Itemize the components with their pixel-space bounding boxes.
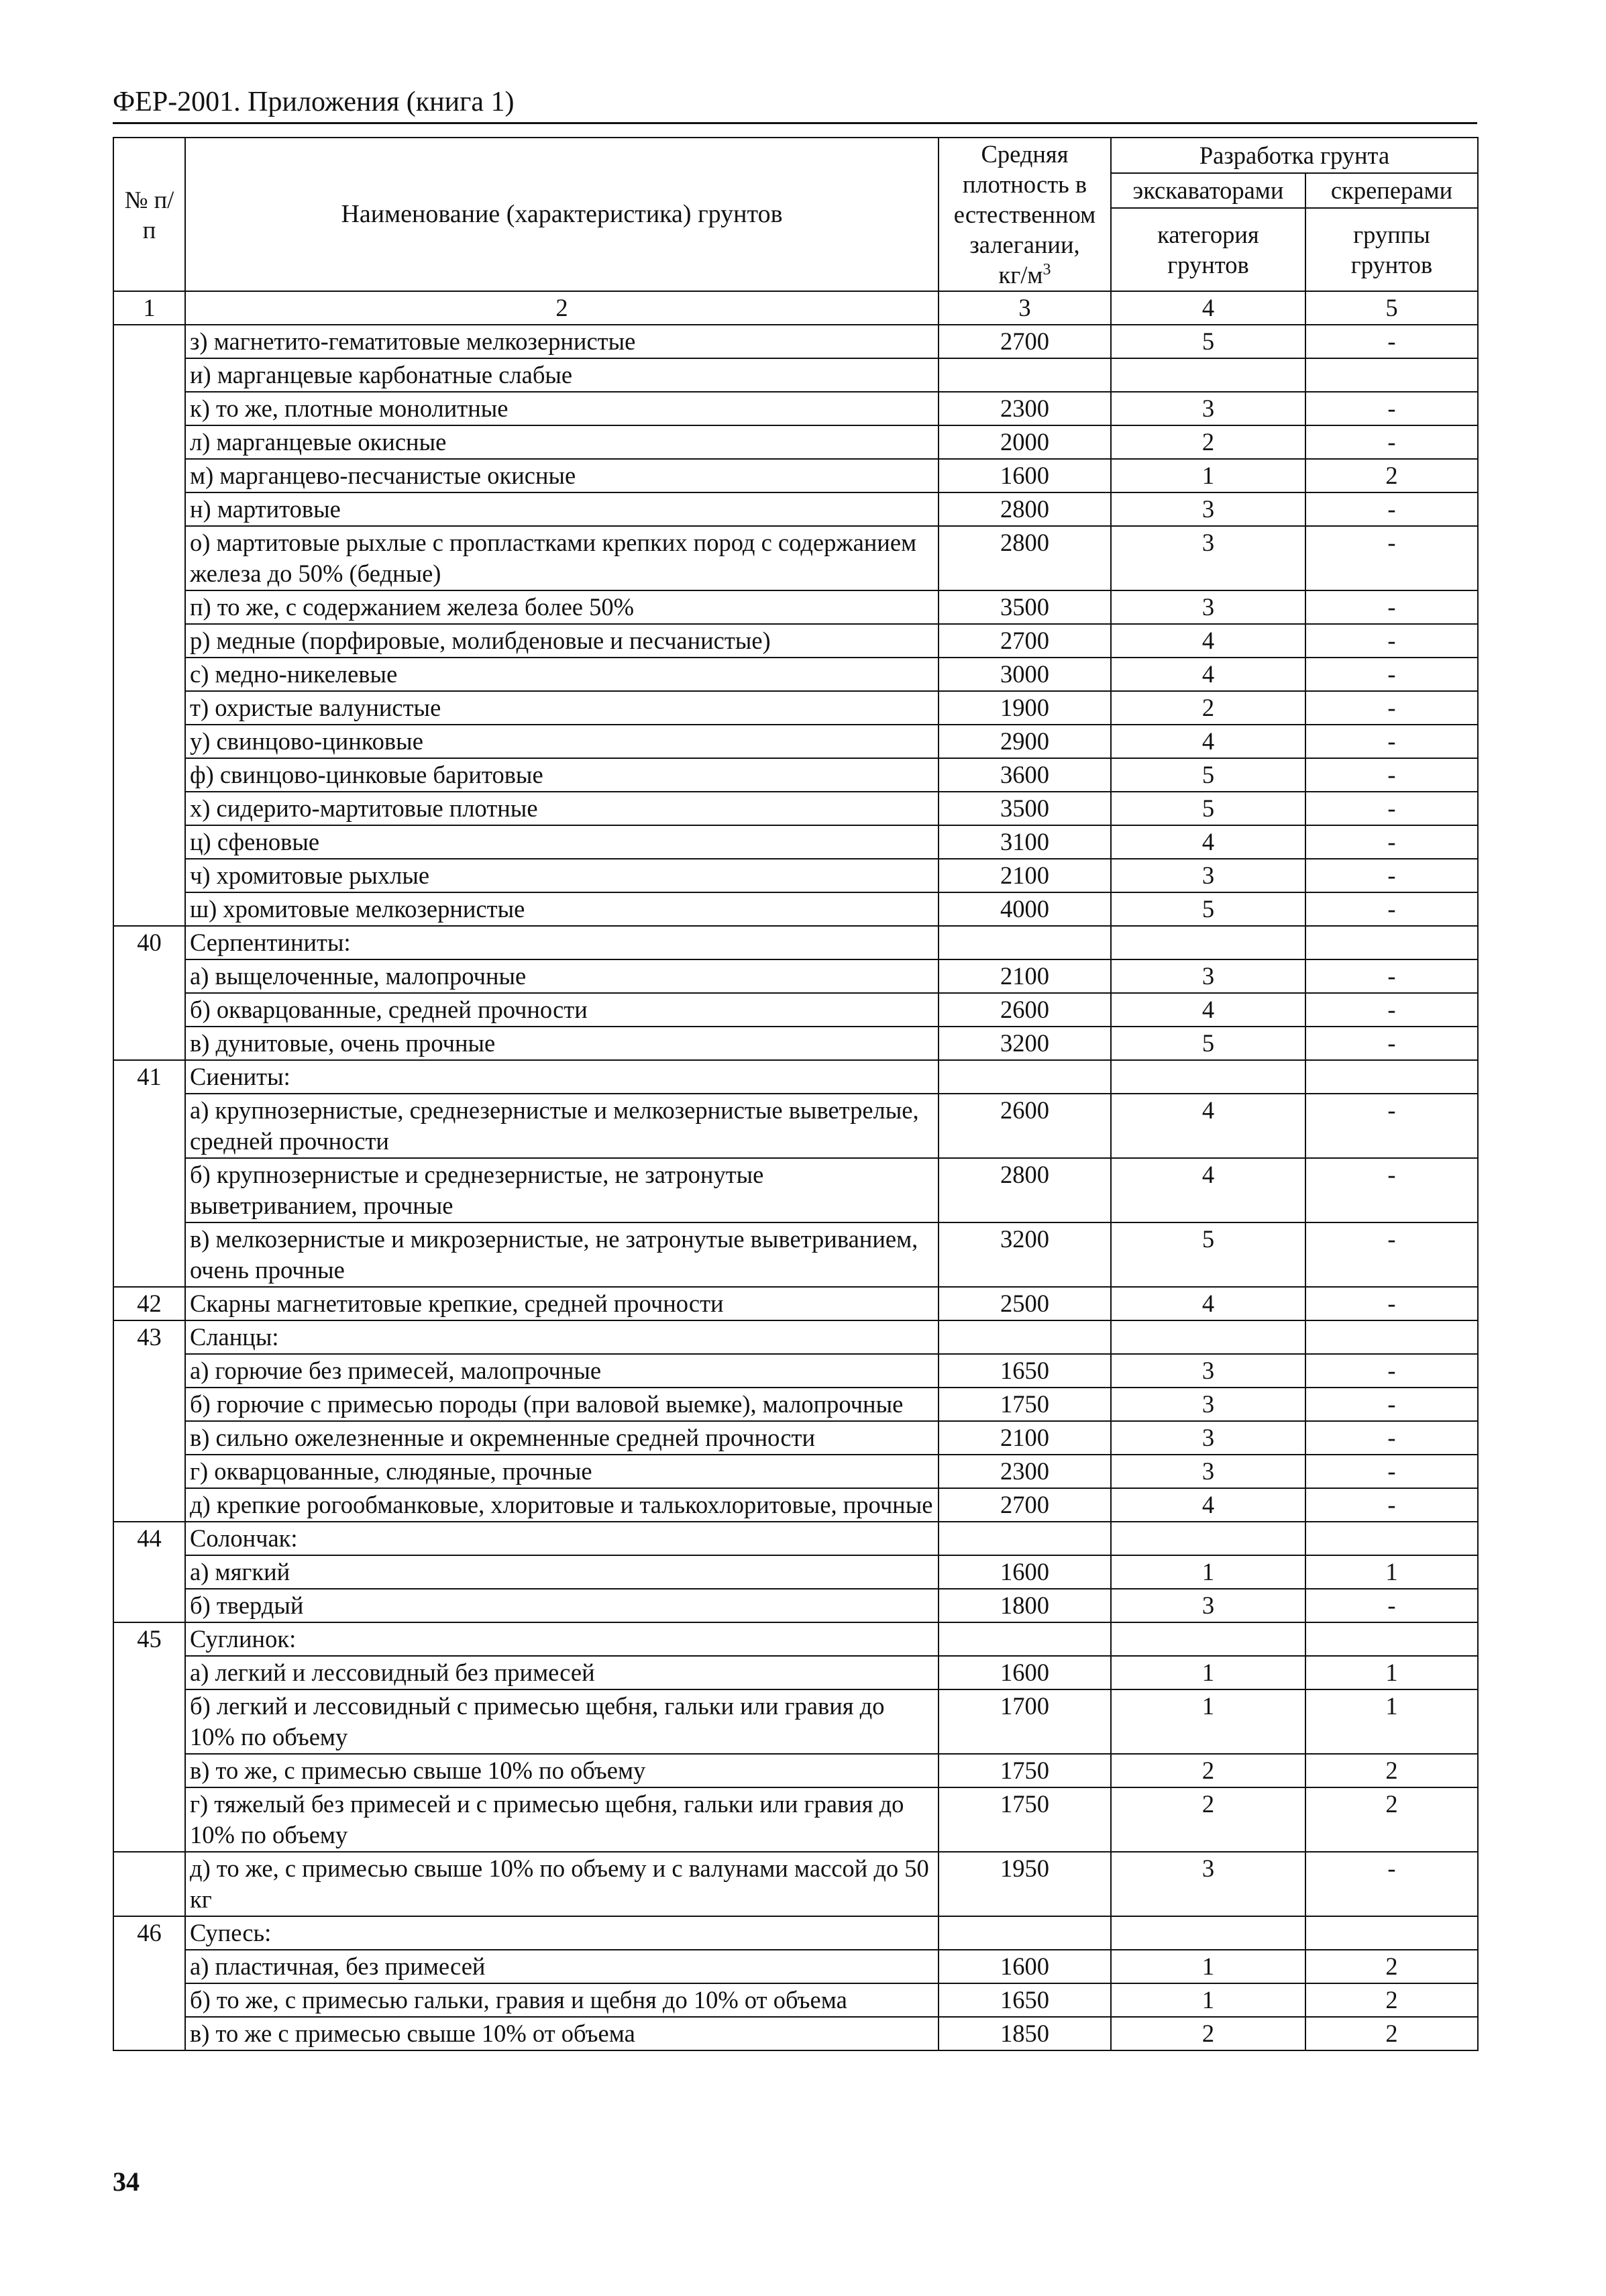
- scraper-group: -: [1305, 590, 1478, 624]
- table-row: [113, 1455, 1478, 1488]
- density-value: 1950: [939, 1852, 1111, 1916]
- density-value: 1800: [939, 1589, 1111, 1622]
- table-row: [113, 792, 1478, 825]
- soil-name: а) пластичная, без примесей: [185, 1950, 939, 1983]
- scraper-group: [1305, 926, 1478, 959]
- table-row: [113, 624, 1478, 658]
- excavator-category: 5: [1111, 1027, 1305, 1060]
- excavator-category: 3: [1111, 859, 1305, 892]
- row-number: [113, 758, 185, 792]
- column-number: 5: [1305, 291, 1478, 325]
- excavator-category: [1111, 1622, 1305, 1656]
- table-row: [113, 1787, 1478, 1852]
- density-value: 2100: [939, 859, 1111, 892]
- row-number: [113, 1787, 185, 1852]
- excavator-category: 3: [1111, 1388, 1305, 1421]
- scraper-group: -: [1305, 392, 1478, 425]
- density-value: 1900: [939, 691, 1111, 725]
- scraper-group: -: [1305, 1488, 1478, 1522]
- density-value: [939, 1622, 1111, 1656]
- scraper-group: -: [1305, 859, 1478, 892]
- scraper-group: -: [1305, 1287, 1478, 1320]
- table-row: [113, 1158, 1478, 1222]
- soil-name: у) свинцово-цинковые: [185, 725, 939, 758]
- row-number: 41: [113, 1060, 185, 1094]
- excavator-category: 1: [1111, 1656, 1305, 1689]
- soil-name: б) легкий и лессовидный с примесью щебня, гальки или гравия до 10% по объему: [185, 1689, 939, 1754]
- soil-name: Сланцы:: [185, 1320, 939, 1354]
- excavator-category: [1111, 926, 1305, 959]
- scraper-group: -: [1305, 1388, 1478, 1421]
- soil-name: м) марганцево-песчанистые окисные: [185, 459, 939, 492]
- row-number: 40: [113, 926, 185, 959]
- excavator-category: 2: [1111, 2017, 1305, 2050]
- header-density-unit: кг/м: [998, 261, 1043, 289]
- soil-name: н) мартитовые: [185, 492, 939, 526]
- density-value: 2700: [939, 325, 1111, 358]
- row-number: [113, 859, 185, 892]
- row-number: [113, 492, 185, 526]
- row-number: [113, 1852, 185, 1916]
- scraper-group: -: [1305, 1455, 1478, 1488]
- table-row: [113, 526, 1478, 590]
- table-row: [113, 1852, 1478, 1916]
- scraper-group: 2: [1305, 1983, 1478, 2017]
- scraper-group: [1305, 1522, 1478, 1555]
- density-value: 2800: [939, 1158, 1111, 1222]
- table-row: [113, 1222, 1478, 1287]
- scraper-group: -: [1305, 1222, 1478, 1287]
- table-row: [113, 2017, 1478, 2050]
- table-row: [113, 1950, 1478, 1983]
- table-row: [113, 1754, 1478, 1787]
- table-row: [113, 1522, 1478, 1555]
- soil-name: Скарны магнетитовые крепкие, средней прочности: [185, 1287, 939, 1320]
- scraper-group: -: [1305, 725, 1478, 758]
- soil-name: Серпентиниты:: [185, 926, 939, 959]
- excavator-category: 5: [1111, 325, 1305, 358]
- table-row: [113, 691, 1478, 725]
- row-number: [113, 459, 185, 492]
- scraper-group: 1: [1305, 1555, 1478, 1589]
- density-value: [939, 1522, 1111, 1555]
- table-row: [113, 425, 1478, 459]
- table-row: [113, 1388, 1478, 1421]
- density-value: 1600: [939, 459, 1111, 492]
- row-number: [113, 1455, 185, 1488]
- table-row: [113, 459, 1478, 492]
- density-value: 2800: [939, 492, 1111, 526]
- density-value: 2900: [939, 725, 1111, 758]
- density-value: 2700: [939, 624, 1111, 658]
- header-category: категория грунтов: [1111, 208, 1305, 291]
- column-number: 4: [1111, 291, 1305, 325]
- soil-name: к) то же, плотные монолитные: [185, 392, 939, 425]
- header-groups: группы грунтов: [1305, 208, 1478, 291]
- row-number: [113, 959, 185, 993]
- row-number: [113, 1388, 185, 1421]
- excavator-category: 2: [1111, 1754, 1305, 1787]
- table-row: [113, 358, 1478, 392]
- excavator-category: 4: [1111, 624, 1305, 658]
- excavator-category: 5: [1111, 758, 1305, 792]
- scraper-group: -: [1305, 492, 1478, 526]
- scraper-group: -: [1305, 526, 1478, 590]
- soil-name: а) легкий и лессовидный без примесей: [185, 1656, 939, 1689]
- scraper-group: 2: [1305, 459, 1478, 492]
- row-number: 43: [113, 1320, 185, 1354]
- density-value: 2600: [939, 1094, 1111, 1158]
- table-row: [113, 1027, 1478, 1060]
- excavator-category: 5: [1111, 892, 1305, 926]
- soil-name: в) то же, с примесью свыше 10% по объему: [185, 1754, 939, 1787]
- header-development: Разработка грунта: [1111, 138, 1478, 173]
- header-scrapers: скреперами: [1305, 173, 1478, 209]
- excavator-category: 2: [1111, 1787, 1305, 1852]
- table-row: [113, 325, 1478, 358]
- soil-name: с) медно-никелевые: [185, 658, 939, 691]
- table-row: [113, 1622, 1478, 1656]
- soil-name: б) твердый: [185, 1589, 939, 1622]
- row-number: [113, 792, 185, 825]
- excavator-category: 3: [1111, 1354, 1305, 1388]
- scraper-group: -: [1305, 1589, 1478, 1622]
- table-row: [113, 1287, 1478, 1320]
- table-row: [113, 1421, 1478, 1455]
- table-row: [113, 825, 1478, 859]
- soil-name: р) медные (порфировые, молибденовые и песчанистые): [185, 624, 939, 658]
- table-row: [113, 1983, 1478, 2017]
- soil-table: [113, 137, 1479, 2051]
- excavator-category: 3: [1111, 590, 1305, 624]
- table-row: [113, 392, 1478, 425]
- density-value: 2000: [939, 425, 1111, 459]
- page-number: 34: [113, 2167, 140, 2197]
- excavator-category: 3: [1111, 492, 1305, 526]
- soil-name: а) горючие без примесей, малопрочные: [185, 1354, 939, 1388]
- density-value: [939, 1060, 1111, 1094]
- density-value: 1700: [939, 1689, 1111, 1754]
- row-number: [113, 526, 185, 590]
- header-rule: [113, 122, 1477, 124]
- scraper-group: -: [1305, 1158, 1478, 1222]
- excavator-category: 1: [1111, 1555, 1305, 1589]
- table-row: [113, 926, 1478, 959]
- row-number: [113, 1983, 185, 2017]
- row-number: [113, 1950, 185, 1983]
- table-row: [113, 1555, 1478, 1589]
- scraper-group: -: [1305, 993, 1478, 1027]
- row-number: [113, 1027, 185, 1060]
- page-header: ФЕР-2001. Приложения (книга 1): [113, 87, 515, 117]
- soil-name: п) то же, с содержанием железа более 50%: [185, 590, 939, 624]
- scraper-group: [1305, 1622, 1478, 1656]
- density-value: 3200: [939, 1222, 1111, 1287]
- scraper-group: -: [1305, 792, 1478, 825]
- density-value: 1750: [939, 1754, 1111, 1787]
- header-num: № п/п: [113, 138, 185, 291]
- table-row: [113, 1094, 1478, 1158]
- scraper-group: -: [1305, 658, 1478, 691]
- row-number: [113, 1222, 185, 1287]
- table-row: [113, 993, 1478, 1027]
- excavator-category: 4: [1111, 1488, 1305, 1522]
- row-number: [113, 892, 185, 926]
- excavator-category: 3: [1111, 1455, 1305, 1488]
- row-number: [113, 825, 185, 859]
- soil-name: и) марганцевые карбонатные слабые: [185, 358, 939, 392]
- table-row: [113, 959, 1478, 993]
- column-number: 3: [939, 291, 1111, 325]
- density-value: 1850: [939, 2017, 1111, 2050]
- density-value: [939, 1916, 1111, 1950]
- scraper-group: -: [1305, 1421, 1478, 1455]
- density-value: 3100: [939, 825, 1111, 859]
- scraper-group: 2: [1305, 1950, 1478, 1983]
- row-number: [113, 725, 185, 758]
- soil-name: в) дунитовые, очень прочные: [185, 1027, 939, 1060]
- excavator-category: 1: [1111, 1689, 1305, 1754]
- excavator-category: [1111, 1916, 1305, 1950]
- scraper-group: -: [1305, 758, 1478, 792]
- density-value: 3500: [939, 792, 1111, 825]
- soil-name: х) сидерито-мартитовые плотные: [185, 792, 939, 825]
- table-row: [113, 1060, 1478, 1094]
- table-row: [113, 1488, 1478, 1522]
- row-number: [113, 658, 185, 691]
- excavator-category: 1: [1111, 459, 1305, 492]
- scraper-group: 2: [1305, 2017, 1478, 2050]
- row-number: [113, 425, 185, 459]
- soil-name: г) тяжелый без примесей и с примесью щебня, гальки или гравия до 10% по объему: [185, 1787, 939, 1852]
- scraper-group: [1305, 358, 1478, 392]
- excavator-category: 4: [1111, 725, 1305, 758]
- excavator-category: 3: [1111, 1589, 1305, 1622]
- table-row: [113, 1320, 1478, 1354]
- excavator-category: 3: [1111, 526, 1305, 590]
- table-row: [113, 859, 1478, 892]
- excavator-category: 4: [1111, 825, 1305, 859]
- scraper-group: -: [1305, 1852, 1478, 1916]
- soil-name: ц) сфеновые: [185, 825, 939, 859]
- density-value: 1600: [939, 1555, 1111, 1589]
- scraper-group: -: [1305, 1027, 1478, 1060]
- table-row: [113, 1589, 1478, 1622]
- soil-name: а) выщелоченные, малопрочные: [185, 959, 939, 993]
- table-row: [113, 758, 1478, 792]
- density-value: 2100: [939, 1421, 1111, 1455]
- soil-name: а) мягкий: [185, 1555, 939, 1589]
- soil-name: д) то же, с примесью свыше 10% по объему и с валунами массой до 50 кг: [185, 1852, 939, 1916]
- density-value: 1600: [939, 1656, 1111, 1689]
- density-value: 2100: [939, 959, 1111, 993]
- row-number: [113, 691, 185, 725]
- table-row: [113, 590, 1478, 624]
- excavator-category: 4: [1111, 993, 1305, 1027]
- column-number: 1: [113, 291, 185, 325]
- excavator-category: 3: [1111, 1421, 1305, 1455]
- soil-name: Суглинок:: [185, 1622, 939, 1656]
- soil-name: в) сильно ожелезненные и окремненные средней прочности: [185, 1421, 939, 1455]
- row-number: [113, 1488, 185, 1522]
- soil-name: ш) хромитовые мелкозернистые: [185, 892, 939, 926]
- density-value: 3200: [939, 1027, 1111, 1060]
- scraper-group: -: [1305, 1094, 1478, 1158]
- header-density: [939, 138, 1111, 291]
- soil-name: Солончак:: [185, 1522, 939, 1555]
- excavator-category: 4: [1111, 1158, 1305, 1222]
- row-number: [113, 1158, 185, 1222]
- excavator-category: 4: [1111, 1287, 1305, 1320]
- density-value: 2700: [939, 1488, 1111, 1522]
- density-value: 4000: [939, 892, 1111, 926]
- excavator-category: 3: [1111, 392, 1305, 425]
- header-density-text: Средняя плотность в естественном залегании,: [953, 140, 1096, 258]
- density-value: 2800: [939, 526, 1111, 590]
- row-number: [113, 325, 185, 358]
- row-number: 45: [113, 1622, 185, 1656]
- table-row: [113, 1354, 1478, 1388]
- table-row: [113, 1689, 1478, 1754]
- scraper-group: -: [1305, 425, 1478, 459]
- soil-name: з) магнетито-гематитовые мелкозернистые: [185, 325, 939, 358]
- excavator-category: 4: [1111, 658, 1305, 691]
- soil-name: б) то же, с примесью гальки, гравия и щебня до 10% от объема: [185, 1983, 939, 2017]
- soil-name: б) окварцованные, средней прочности: [185, 993, 939, 1027]
- density-value: 1650: [939, 1354, 1111, 1388]
- column-number: 2: [185, 291, 939, 325]
- row-number: [113, 2017, 185, 2050]
- row-number: [113, 1094, 185, 1158]
- soil-name: ф) свинцово-цинковые баритовые: [185, 758, 939, 792]
- row-number: [113, 392, 185, 425]
- soil-name: а) крупнозернистые, среднезернистые и мелкозернистые выветрелые, средней прочности: [185, 1094, 939, 1158]
- soil-name: ч) хромитовые рыхлые: [185, 859, 939, 892]
- scraper-group: -: [1305, 691, 1478, 725]
- soil-name: д) крепкие рогообманковые, хлоритовые и талькохлоритовые, прочные: [185, 1488, 939, 1522]
- header-density-unit-sup: 3: [1042, 260, 1051, 278]
- excavator-category: [1111, 358, 1305, 392]
- row-number: [113, 993, 185, 1027]
- excavator-category: 2: [1111, 425, 1305, 459]
- density-value: 3000: [939, 658, 1111, 691]
- header-name: Наименование (характеристика) грунтов: [185, 138, 939, 291]
- excavator-category: 3: [1111, 1852, 1305, 1916]
- row-number: [113, 358, 185, 392]
- scraper-group: -: [1305, 624, 1478, 658]
- density-value: 3600: [939, 758, 1111, 792]
- scraper-group: 2: [1305, 1787, 1478, 1852]
- scraper-group: 1: [1305, 1656, 1478, 1689]
- excavator-category: 5: [1111, 792, 1305, 825]
- scraper-group: [1305, 1916, 1478, 1950]
- soil-name: Супесь:: [185, 1916, 939, 1950]
- soil-name: б) крупнозернистые и среднезернистые, не затронутые выветриванием, прочные: [185, 1158, 939, 1222]
- soil-name: г) окварцованные, слюдяные, прочные: [185, 1455, 939, 1488]
- density-value: [939, 1320, 1111, 1354]
- header-excavators: экскаваторами: [1111, 173, 1305, 209]
- row-number: [113, 1589, 185, 1622]
- excavator-category: [1111, 1060, 1305, 1094]
- density-value: 2300: [939, 392, 1111, 425]
- soil-name: Сиениты:: [185, 1060, 939, 1094]
- scraper-group: -: [1305, 825, 1478, 859]
- row-number: [113, 590, 185, 624]
- scraper-group: [1305, 1320, 1478, 1354]
- scraper-group: -: [1305, 325, 1478, 358]
- density-value: 2300: [939, 1455, 1111, 1488]
- row-number: [113, 1555, 185, 1589]
- density-value: 2600: [939, 993, 1111, 1027]
- soil-name: б) горючие с примесью породы (при валовой выемке), малопрочные: [185, 1388, 939, 1421]
- density-value: 1750: [939, 1787, 1111, 1852]
- row-number: [113, 1754, 185, 1787]
- excavator-category: 5: [1111, 1222, 1305, 1287]
- excavator-category: 4: [1111, 1094, 1305, 1158]
- table-row: [113, 1916, 1478, 1950]
- density-value: [939, 358, 1111, 392]
- soil-name: л) марганцевые окисные: [185, 425, 939, 459]
- row-number: [113, 624, 185, 658]
- soil-name: в) то же с примесью свыше 10% от объема: [185, 2017, 939, 2050]
- row-number: [113, 1421, 185, 1455]
- column-numbers-row: [113, 291, 1478, 325]
- table-row: [113, 725, 1478, 758]
- excavator-category: 1: [1111, 1950, 1305, 1983]
- table-row: [113, 1656, 1478, 1689]
- excavator-category: [1111, 1320, 1305, 1354]
- soil-name: в) мелкозернистые и микрозернистые, не затронутые выветриванием, очень прочные: [185, 1222, 939, 1287]
- excavator-category: [1111, 1522, 1305, 1555]
- row-number: 46: [113, 1916, 185, 1950]
- row-number: [113, 1354, 185, 1388]
- soil-name: о) мартитовые рыхлые с пропластками крепких пород с содержанием железа до 50% (бедные): [185, 526, 939, 590]
- density-value: 1750: [939, 1388, 1111, 1421]
- table-row: [113, 892, 1478, 926]
- table-row: [113, 658, 1478, 691]
- density-value: 2500: [939, 1287, 1111, 1320]
- scraper-group: 1: [1305, 1689, 1478, 1754]
- table-body: [113, 325, 1478, 2050]
- scraper-group: -: [1305, 959, 1478, 993]
- density-value: 1600: [939, 1950, 1111, 1983]
- scraper-group: [1305, 1060, 1478, 1094]
- density-value: 1650: [939, 1983, 1111, 2017]
- excavator-category: 2: [1111, 691, 1305, 725]
- row-number: [113, 1689, 185, 1754]
- density-value: 3500: [939, 590, 1111, 624]
- scraper-group: -: [1305, 892, 1478, 926]
- density-value: [939, 926, 1111, 959]
- excavator-category: 1: [1111, 1983, 1305, 2017]
- scraper-group: -: [1305, 1354, 1478, 1388]
- soil-name: т) охристые валунистые: [185, 691, 939, 725]
- row-number: 42: [113, 1287, 185, 1320]
- excavator-category: 3: [1111, 959, 1305, 993]
- row-number: 44: [113, 1522, 185, 1555]
- table-row: [113, 492, 1478, 526]
- scraper-group: 2: [1305, 1754, 1478, 1787]
- row-number: [113, 1656, 185, 1689]
